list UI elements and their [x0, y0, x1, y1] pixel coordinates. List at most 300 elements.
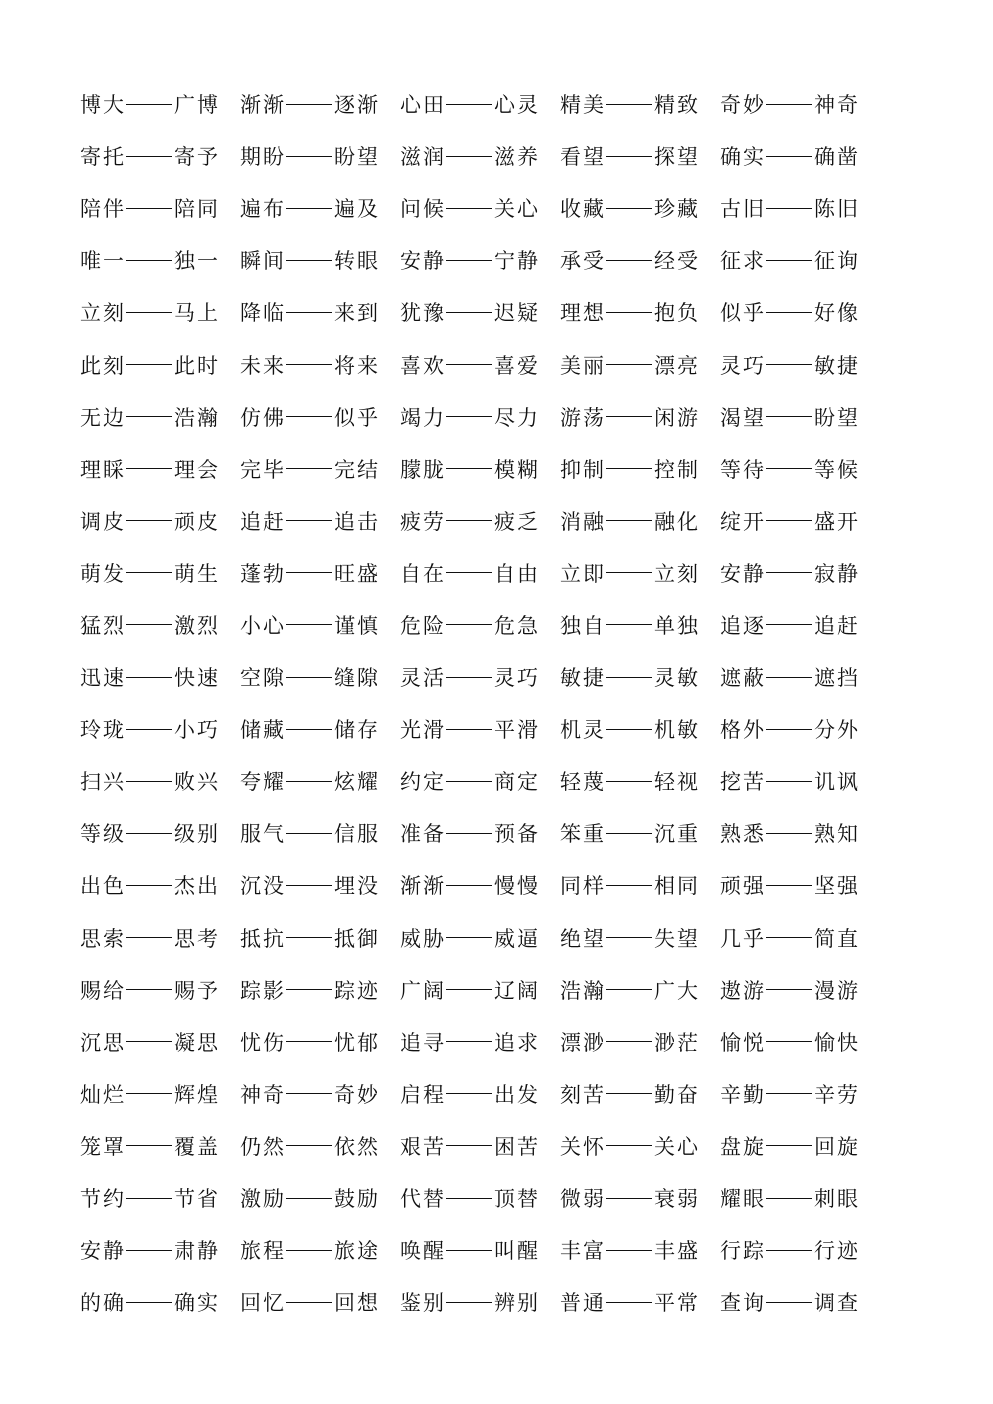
synonym-pair — [80, 297, 240, 327]
synonym-pair — [240, 350, 400, 380]
word: 似乎 — [720, 301, 766, 326]
word: 格外 — [720, 718, 766, 743]
word: 追寻 — [400, 1030, 446, 1055]
dash-separator — [606, 260, 652, 261]
synonym-word: 机敏 — [654, 718, 700, 743]
synonym-word: 抵御 — [334, 926, 380, 951]
synonym-pair — [720, 558, 880, 588]
dash-separator — [286, 572, 332, 573]
synonym-pair — [240, 975, 400, 1005]
word: 普通 — [560, 1291, 606, 1316]
dash-separator — [126, 1198, 172, 1199]
dash-separator — [606, 520, 652, 521]
synonym-word: 级别 — [174, 822, 220, 847]
dash-separator — [766, 520, 812, 521]
synonym-pair — [720, 870, 880, 900]
synonym-pair — [560, 193, 720, 223]
word: 旅程 — [240, 1239, 286, 1264]
synonym-word: 寂静 — [814, 561, 860, 586]
word: 此刻 — [80, 353, 126, 378]
synonym-word: 征询 — [814, 249, 860, 274]
synonym-pair — [80, 245, 240, 275]
dash-separator — [286, 1093, 332, 1094]
synonym-word: 依然 — [334, 1134, 380, 1159]
dash-separator — [446, 364, 492, 365]
dash-separator — [286, 468, 332, 469]
synonym-word: 尽力 — [494, 405, 540, 430]
synonym-pair — [240, 558, 400, 588]
synonym-word: 回想 — [334, 1291, 380, 1316]
word: 刻苦 — [560, 1082, 606, 1107]
word: 威胁 — [400, 926, 446, 951]
dash-separator — [446, 416, 492, 417]
word: 调皮 — [80, 509, 126, 534]
synonym-word: 将来 — [334, 353, 380, 378]
word: 玲珑 — [80, 718, 126, 743]
synonym-word: 疲乏 — [494, 509, 540, 534]
synonym-pair — [240, 1235, 400, 1265]
synonym-word: 顽皮 — [174, 509, 220, 534]
dash-separator — [286, 833, 332, 834]
synonym-pair — [240, 89, 400, 119]
word: 渴望 — [720, 405, 766, 430]
dash-separator — [606, 104, 652, 105]
dash-separator — [606, 624, 652, 625]
dash-separator — [606, 989, 652, 990]
synonym-pair — [560, 714, 720, 744]
synonym-word: 陪同 — [174, 197, 220, 222]
synonym-row — [80, 703, 880, 755]
dash-separator — [126, 260, 172, 261]
dash-separator — [126, 416, 172, 417]
synonym-word: 好像 — [814, 301, 860, 326]
dash-separator — [126, 1093, 172, 1094]
dash-separator — [606, 468, 652, 469]
synonym-pair — [560, 610, 720, 640]
word: 光滑 — [400, 718, 446, 743]
dash-separator — [446, 781, 492, 782]
word: 忧伤 — [240, 1030, 286, 1055]
dash-separator — [126, 624, 172, 625]
synonym-word: 灵巧 — [494, 666, 540, 691]
word: 耀眼 — [720, 1187, 766, 1212]
synonym-pair — [560, 350, 720, 380]
dash-separator — [766, 833, 812, 834]
dash-separator — [286, 104, 332, 105]
synonym-pair — [560, 89, 720, 119]
synonym-word: 信服 — [334, 822, 380, 847]
word: 关怀 — [560, 1134, 606, 1159]
dash-separator — [126, 208, 172, 209]
synonym-word: 独一 — [174, 249, 220, 274]
dash-separator — [286, 312, 332, 313]
word: 猛烈 — [80, 613, 126, 638]
dash-separator — [126, 833, 172, 834]
synonym-word: 轻视 — [654, 770, 700, 795]
dash-separator — [446, 104, 492, 105]
synonym-word: 等候 — [814, 457, 860, 482]
synonym-pair — [720, 1027, 880, 1057]
dash-separator — [606, 937, 652, 938]
synonym-pair — [720, 923, 880, 953]
synonym-word: 简直 — [814, 926, 860, 951]
word: 踪影 — [240, 978, 286, 1003]
dash-separator — [766, 1093, 812, 1094]
synonym-pair — [400, 818, 560, 848]
dash-separator — [446, 520, 492, 521]
word: 丰富 — [560, 1239, 606, 1264]
synonym-word: 浩瀚 — [174, 405, 220, 430]
synonym-pair — [400, 610, 560, 640]
synonym-pair — [240, 506, 400, 536]
dash-separator — [766, 208, 812, 209]
synonym-pair — [80, 454, 240, 484]
synonym-word: 关心 — [654, 1134, 700, 1159]
dash-separator — [766, 1250, 812, 1251]
synonym-pair — [240, 193, 400, 223]
dash-separator — [286, 1198, 332, 1199]
synonym-pair — [560, 1287, 720, 1317]
word: 几乎 — [720, 926, 766, 951]
dash-separator — [126, 1041, 172, 1042]
synonym-pair — [560, 506, 720, 536]
word: 查询 — [720, 1291, 766, 1316]
dash-separator — [606, 1093, 652, 1094]
word: 游荡 — [560, 405, 606, 430]
dash-separator — [446, 1041, 492, 1042]
synonym-word: 立刻 — [654, 561, 700, 586]
synonym-word: 回旋 — [814, 1134, 860, 1159]
dash-separator — [446, 1198, 492, 1199]
synonym-pair — [720, 1183, 880, 1213]
synonym-pair — [80, 506, 240, 536]
synonym-word: 迟疑 — [494, 301, 540, 326]
synonym-word: 盼望 — [814, 405, 860, 430]
word: 绝望 — [560, 926, 606, 951]
synonym-pair — [560, 1131, 720, 1161]
word: 追赶 — [240, 509, 286, 534]
synonym-pair — [80, 975, 240, 1005]
dash-separator — [606, 781, 652, 782]
synonym-row — [80, 130, 880, 182]
dash-separator — [446, 572, 492, 573]
synonym-word: 赐予 — [174, 978, 220, 1003]
synonym-word: 融化 — [654, 509, 700, 534]
word: 盘旋 — [720, 1134, 766, 1159]
word: 安静 — [720, 561, 766, 586]
synonym-word: 危急 — [494, 613, 540, 638]
synonym-pair — [240, 923, 400, 953]
synonym-pair — [80, 923, 240, 953]
dash-separator — [286, 937, 332, 938]
word: 机灵 — [560, 718, 606, 743]
dash-separator — [286, 364, 332, 365]
synonym-word: 神奇 — [814, 93, 860, 118]
synonym-word: 思考 — [174, 926, 220, 951]
synonym-pair — [720, 975, 880, 1005]
synonym-pair — [240, 1183, 400, 1213]
synonym-row — [80, 651, 880, 703]
word: 挖苦 — [720, 770, 766, 795]
synonym-word: 盼望 — [334, 145, 380, 170]
synonym-pair — [80, 193, 240, 223]
dash-separator — [606, 208, 652, 209]
dash-separator — [446, 1250, 492, 1251]
synonym-pair — [80, 818, 240, 848]
dash-separator — [286, 1302, 332, 1303]
dash-separator — [606, 312, 652, 313]
synonym-row — [80, 1016, 880, 1068]
synonym-pair — [240, 454, 400, 484]
synonym-row — [80, 1120, 880, 1172]
synonym-pair — [80, 610, 240, 640]
word: 降临 — [240, 301, 286, 326]
synonym-pair — [720, 297, 880, 327]
word: 抵抗 — [240, 926, 286, 951]
word: 理睬 — [80, 457, 126, 482]
synonym-row — [80, 1068, 880, 1120]
synonym-word: 埋没 — [334, 874, 380, 899]
synonym-word: 萌生 — [174, 561, 220, 586]
dash-separator — [606, 572, 652, 573]
dash-separator — [766, 729, 812, 730]
synonym-pair — [720, 766, 880, 796]
synonym-pair — [240, 297, 400, 327]
synonym-pair — [80, 870, 240, 900]
synonym-pair — [560, 245, 720, 275]
synonym-pair — [720, 1079, 880, 1109]
word: 渐渐 — [240, 93, 286, 118]
word: 遮蔽 — [720, 666, 766, 691]
word: 仿佛 — [240, 405, 286, 430]
synonym-pair — [400, 1079, 560, 1109]
synonym-word: 衰弱 — [654, 1187, 700, 1212]
dash-separator — [286, 520, 332, 521]
synonym-row — [80, 755, 880, 807]
word: 问候 — [400, 197, 446, 222]
synonym-word: 节省 — [174, 1187, 220, 1212]
word: 萌发 — [80, 561, 126, 586]
synonym-pair — [80, 402, 240, 432]
dash-separator — [286, 989, 332, 990]
dash-separator — [126, 989, 172, 990]
synonym-pair — [720, 193, 880, 223]
dash-separator — [606, 1145, 652, 1146]
synonym-pair — [80, 1235, 240, 1265]
synonym-word: 肃静 — [174, 1239, 220, 1264]
dash-separator — [766, 1302, 812, 1303]
synonym-pair — [560, 1183, 720, 1213]
word: 微弱 — [560, 1187, 606, 1212]
word: 立即 — [560, 561, 606, 586]
synonym-word: 来到 — [334, 301, 380, 326]
word: 蓬勃 — [240, 561, 286, 586]
synonym-pair — [720, 89, 880, 119]
synonym-pair — [400, 402, 560, 432]
synonym-word: 杰出 — [174, 874, 220, 899]
word: 激励 — [240, 1187, 286, 1212]
word: 完毕 — [240, 457, 286, 482]
dash-separator — [446, 208, 492, 209]
synonym-word: 踪迹 — [334, 978, 380, 1003]
dash-separator — [126, 1250, 172, 1251]
synonym-row — [80, 1172, 880, 1224]
dash-separator — [126, 364, 172, 365]
synonym-row — [80, 599, 880, 651]
synonym-pair — [400, 923, 560, 953]
word: 唤醒 — [400, 1239, 446, 1264]
synonym-pair — [560, 766, 720, 796]
synonym-word: 抱负 — [654, 301, 700, 326]
word: 美丽 — [560, 353, 606, 378]
synonym-word: 遍及 — [334, 197, 380, 222]
dash-separator — [606, 677, 652, 678]
dash-separator — [766, 468, 812, 469]
word: 立刻 — [80, 301, 126, 326]
synonym-word: 调查 — [814, 1291, 860, 1316]
dash-separator — [446, 989, 492, 990]
dash-separator — [766, 312, 812, 313]
dash-separator — [286, 781, 332, 782]
synonym-pair — [720, 245, 880, 275]
dash-separator — [286, 208, 332, 209]
synonym-pair — [240, 766, 400, 796]
synonym-row — [80, 1276, 880, 1328]
synonym-word: 刺眼 — [814, 1187, 860, 1212]
synonym-word: 辛劳 — [814, 1082, 860, 1107]
synonym-word: 炫耀 — [334, 770, 380, 795]
synonym-pair — [80, 558, 240, 588]
synonym-pair — [720, 506, 880, 536]
word: 安静 — [400, 249, 446, 274]
dash-separator — [286, 1041, 332, 1042]
word: 抑制 — [560, 457, 606, 482]
synonym-word: 凝思 — [174, 1030, 220, 1055]
word: 古旧 — [720, 197, 766, 222]
word: 收藏 — [560, 197, 606, 222]
dash-separator — [446, 833, 492, 834]
word: 辛勤 — [720, 1082, 766, 1107]
synonym-word: 精致 — [654, 93, 700, 118]
dash-separator — [126, 1302, 172, 1303]
synonym-word: 追求 — [494, 1030, 540, 1055]
synonym-pair — [400, 454, 560, 484]
word: 朦胧 — [400, 457, 446, 482]
synonym-word: 忧郁 — [334, 1030, 380, 1055]
dash-separator — [606, 885, 652, 886]
synonym-word: 寄予 — [174, 145, 220, 170]
synonym-word: 滋养 — [494, 145, 540, 170]
synonym-word: 控制 — [654, 457, 700, 482]
synonym-word: 激烈 — [174, 613, 220, 638]
synonym-word: 慢慢 — [494, 874, 540, 899]
synonym-word: 讥讽 — [814, 770, 860, 795]
word: 笨重 — [560, 822, 606, 847]
synonym-word: 探望 — [654, 145, 700, 170]
dash-separator — [446, 468, 492, 469]
synonym-word: 快速 — [174, 666, 220, 691]
dash-separator — [606, 1250, 652, 1251]
word: 寄托 — [80, 145, 126, 170]
synonym-pair — [720, 1235, 880, 1265]
dash-separator — [126, 1145, 172, 1146]
word: 犹豫 — [400, 301, 446, 326]
synonym-pair — [720, 714, 880, 744]
synonym-word: 叫醒 — [494, 1239, 540, 1264]
synonym-pair — [560, 141, 720, 171]
synonym-word: 商定 — [494, 770, 540, 795]
synonym-pair — [560, 870, 720, 900]
dash-separator — [606, 416, 652, 417]
synonym-pair — [400, 193, 560, 223]
word: 准备 — [400, 822, 446, 847]
synonym-word: 心灵 — [494, 93, 540, 118]
synonym-word: 单独 — [654, 613, 700, 638]
dash-separator — [766, 937, 812, 938]
synonym-word: 平滑 — [494, 718, 540, 743]
synonym-word: 自由 — [494, 561, 540, 586]
synonym-word: 经受 — [654, 249, 700, 274]
synonym-pair — [240, 245, 400, 275]
synonym-word: 转眼 — [334, 249, 380, 274]
synonym-pair — [400, 1235, 560, 1265]
dash-separator — [766, 1145, 812, 1146]
word: 滋润 — [400, 145, 446, 170]
dash-separator — [446, 937, 492, 938]
synonym-pair — [400, 1183, 560, 1213]
synonym-word: 盛开 — [814, 509, 860, 534]
synonym-word: 漫游 — [814, 978, 860, 1003]
synonym-word: 熟知 — [814, 822, 860, 847]
word: 承受 — [560, 249, 606, 274]
synonym-word: 似乎 — [334, 405, 380, 430]
synonym-pair — [400, 89, 560, 119]
synonym-word: 模糊 — [494, 457, 540, 482]
word: 疲劳 — [400, 509, 446, 534]
dash-separator — [286, 1250, 332, 1251]
dash-separator — [606, 1302, 652, 1303]
word: 无边 — [80, 405, 126, 430]
synonym-pair — [400, 714, 560, 744]
dash-separator — [606, 833, 652, 834]
word: 夸耀 — [240, 770, 286, 795]
word: 约定 — [400, 770, 446, 795]
dash-separator — [126, 885, 172, 886]
synonym-pair — [400, 870, 560, 900]
synonym-pair — [400, 766, 560, 796]
word: 奇妙 — [720, 93, 766, 118]
synonym-pair — [720, 610, 880, 640]
word: 同样 — [560, 874, 606, 899]
word: 危险 — [400, 613, 446, 638]
dash-separator — [766, 1198, 812, 1199]
synonym-pair — [240, 1287, 400, 1317]
synonym-row — [80, 859, 880, 911]
word: 遨游 — [720, 978, 766, 1003]
word: 神奇 — [240, 1082, 286, 1107]
synonym-pair — [400, 558, 560, 588]
synonym-pair — [400, 506, 560, 536]
word: 灵巧 — [720, 353, 766, 378]
word: 等级 — [80, 822, 126, 847]
word: 漂渺 — [560, 1030, 606, 1055]
word: 自在 — [400, 561, 446, 586]
synonym-pair — [400, 141, 560, 171]
word: 代替 — [400, 1187, 446, 1212]
dash-separator — [766, 1041, 812, 1042]
synonym-word: 败兴 — [174, 770, 220, 795]
word: 赐给 — [80, 978, 126, 1003]
